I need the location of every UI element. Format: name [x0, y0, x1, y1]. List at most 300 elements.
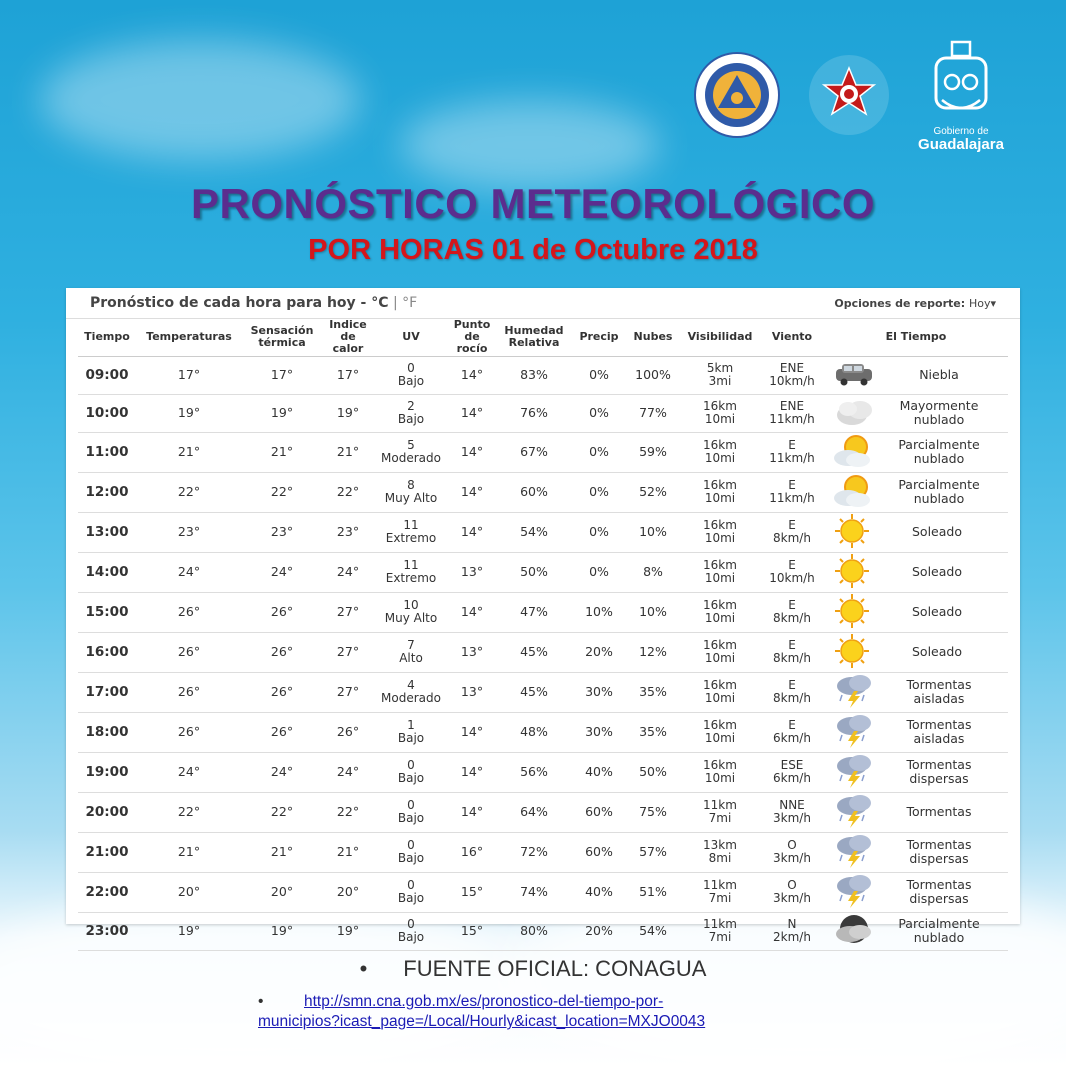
cell-temp: 19° — [136, 394, 242, 432]
uv-number: 8 — [407, 478, 415, 493]
cell-time: 09:00 — [78, 357, 136, 395]
cell-precip: 20% — [572, 912, 626, 950]
cell-time: 14:00 — [78, 552, 136, 592]
cell-punto-rocio: 14° — [448, 472, 496, 512]
uv-level: Bajo — [397, 811, 425, 826]
wind-direction: E — [788, 558, 796, 573]
cell-punto-rocio: 14° — [448, 752, 496, 792]
table-row — [78, 357, 1008, 395]
cell-uv — [374, 912, 448, 950]
cell-punto-rocio: 14° — [448, 792, 496, 832]
table-row — [78, 394, 1008, 432]
uv-number: 0 — [407, 917, 415, 932]
uv-number: 10 — [403, 598, 419, 613]
cell-humedad: 50% — [496, 552, 572, 592]
cell-el-tiempo — [824, 592, 1008, 632]
source-line — [0, 956, 1066, 982]
cell-indice-calor: 24° — [322, 752, 374, 792]
vis-km: 5km — [706, 361, 734, 376]
cell-viento — [760, 592, 824, 632]
cell-humedad: 72% — [496, 832, 572, 872]
vis-km: 11km — [703, 798, 737, 813]
wind-speed: 8km/h — [773, 611, 811, 626]
bomberos-logo — [804, 50, 894, 140]
cell-viento — [760, 552, 824, 592]
col-punto-rocio: Punto de rocío — [448, 318, 496, 357]
cell-uv — [374, 752, 448, 792]
uv-level: Alto — [399, 651, 423, 666]
uv-level: Moderado — [381, 451, 441, 466]
thunderstorm-icon — [832, 673, 876, 712]
cell-humedad: 83% — [496, 357, 572, 395]
cell-el-tiempo — [824, 712, 1008, 752]
uv-number: 0 — [407, 361, 415, 376]
wind-speed: 11km/h — [769, 412, 815, 427]
cell-uv — [374, 672, 448, 712]
cell-precip: 0% — [572, 394, 626, 432]
vis-km: 11km — [703, 917, 737, 932]
cell-humedad: 47% — [496, 592, 572, 632]
cell-nubes: 10% — [626, 592, 680, 632]
cell-punto-rocio: 13° — [448, 632, 496, 672]
guadalajara-label: Guadalajara — [918, 136, 1004, 153]
uv-level: Extremo — [385, 571, 437, 586]
uv-number: 7 — [407, 638, 415, 653]
uv-number: 0 — [407, 878, 415, 893]
uv-level: Extremo — [385, 531, 437, 546]
cell-sensacion: 26° — [242, 592, 322, 632]
uv-number: 1 — [407, 718, 415, 733]
cell-precip: 0% — [572, 552, 626, 592]
cell-visibilidad — [680, 357, 760, 395]
thunderstorm-icon — [832, 713, 876, 752]
cell-indice-calor: 20° — [322, 872, 374, 912]
cell-nubes: 51% — [626, 872, 680, 912]
table-row — [78, 872, 1008, 912]
vis-mi: 7mi — [708, 891, 732, 906]
uv-number: 11 — [403, 558, 419, 573]
cell-temp: 20° — [136, 872, 242, 912]
condition-text — [876, 438, 1002, 466]
uv-level: Muy Alto — [384, 491, 438, 506]
cloud-decor — [400, 100, 660, 190]
cell-el-tiempo — [824, 357, 1008, 395]
cell-sensacion: 23° — [242, 512, 322, 552]
condition-line1: Parcialmente — [898, 477, 980, 493]
gobierno-guadalajara-logo — [916, 36, 1006, 154]
table-row — [78, 672, 1008, 712]
cell-time: 11:00 — [78, 432, 136, 472]
table-row — [78, 472, 1008, 512]
condition-line1: Niebla — [919, 367, 959, 383]
vis-km: 16km — [703, 678, 737, 693]
hourly-forecast-table — [78, 318, 1008, 951]
wind-speed: 10km/h — [769, 571, 815, 586]
thunderstorm-icon — [832, 793, 876, 832]
cell-nubes: 8% — [626, 552, 680, 592]
cell-sensacion: 22° — [242, 472, 322, 512]
cell-temp: 22° — [136, 472, 242, 512]
cell-viento — [760, 872, 824, 912]
col-viento: Viento — [760, 318, 824, 357]
wind-speed: 11km/h — [769, 451, 815, 466]
col-uv: UV — [374, 318, 448, 357]
cell-uv — [374, 512, 448, 552]
uv-number: 5 — [407, 438, 415, 453]
wind-direction: E — [788, 438, 796, 453]
cell-temp: 24° — [136, 552, 242, 592]
cell-visibilidad — [680, 912, 760, 950]
vis-km: 16km — [703, 638, 737, 653]
cell-time: 10:00 — [78, 394, 136, 432]
cell-sensacion: 20° — [242, 872, 322, 912]
source-link[interactable] — [258, 993, 705, 1030]
cell-time: 20:00 — [78, 792, 136, 832]
cell-humedad: 64% — [496, 792, 572, 832]
thunderstorm-icon — [832, 833, 876, 872]
cell-el-tiempo — [824, 872, 1008, 912]
wind-speed: 3km/h — [773, 811, 811, 826]
condition-text — [876, 917, 1002, 945]
uv-level: Bajo — [397, 891, 425, 906]
cell-precip: 30% — [572, 672, 626, 712]
cell-uv — [374, 872, 448, 912]
cell-precip: 0% — [572, 432, 626, 472]
cell-visibilidad — [680, 752, 760, 792]
condition-text — [876, 758, 1002, 786]
col-indice-calor: Indice de calor — [322, 318, 374, 357]
cell-sensacion: 21° — [242, 832, 322, 872]
vis-mi: 10mi — [704, 611, 736, 626]
vis-mi: 10mi — [704, 531, 736, 546]
cell-temp: 26° — [136, 672, 242, 712]
bullet: • — [359, 956, 368, 981]
cell-humedad: 45% — [496, 632, 572, 672]
wind-speed: 3km/h — [773, 891, 811, 906]
cell-sensacion: 26° — [242, 712, 322, 752]
wind-direction: ENE — [779, 361, 805, 376]
cell-precip: 20% — [572, 632, 626, 672]
wind-direction: O — [787, 838, 797, 853]
cell-uv — [374, 394, 448, 432]
cell-viento — [760, 394, 824, 432]
condition-line2: dispersas — [909, 771, 969, 787]
wind-speed: 11km/h — [769, 491, 815, 506]
cell-uv — [374, 832, 448, 872]
mostly-cloudy-icon — [832, 395, 876, 432]
table-row — [78, 712, 1008, 752]
condition-line2: dispersas — [909, 851, 969, 867]
vis-mi: 10mi — [704, 731, 736, 746]
cell-indice-calor: 24° — [322, 552, 374, 592]
vis-km: 13km — [703, 838, 737, 853]
cell-viento — [760, 472, 824, 512]
cell-precip: 60% — [572, 832, 626, 872]
col-nubes: Nubes — [626, 318, 680, 357]
uv-number: 2 — [407, 399, 415, 414]
cell-nubes: 59% — [626, 432, 680, 472]
cell-precip: 60% — [572, 792, 626, 832]
uv-number: 0 — [407, 838, 415, 853]
cell-uv — [374, 432, 448, 472]
cell-temp: 26° — [136, 632, 242, 672]
cell-precip: 40% — [572, 872, 626, 912]
wind-speed: 8km/h — [773, 651, 811, 666]
vis-km: 16km — [703, 558, 737, 573]
condition-line1: Tormentas — [906, 837, 972, 853]
cell-temp: 26° — [136, 712, 242, 752]
uv-level: Bajo — [397, 930, 425, 945]
table-row — [78, 752, 1008, 792]
cell-nubes: 77% — [626, 394, 680, 432]
uv-number: 0 — [407, 798, 415, 813]
cell-humedad: 45% — [496, 672, 572, 712]
cell-temp: 24° — [136, 752, 242, 792]
cell-precip: 0% — [572, 357, 626, 395]
cell-indice-calor: 19° — [322, 912, 374, 950]
vis-km: 16km — [703, 598, 737, 613]
cell-sensacion: 26° — [242, 672, 322, 712]
gobierno-label: Gobierno de — [933, 126, 989, 137]
cell-punto-rocio: 14° — [448, 394, 496, 432]
cell-sensacion: 17° — [242, 357, 322, 395]
cell-visibilidad — [680, 472, 760, 512]
cell-el-tiempo — [824, 792, 1008, 832]
col-tiempo: Tiempo — [78, 318, 136, 357]
cell-viento — [760, 912, 824, 950]
cell-temp: 21° — [136, 832, 242, 872]
cell-time: 17:00 — [78, 672, 136, 712]
report-options-value: Hoy — [968, 296, 991, 310]
partly-cloudy-icon — [832, 473, 876, 512]
cell-indice-calor: 23° — [322, 512, 374, 552]
condition-text — [872, 525, 1002, 539]
bullet: • — [258, 993, 264, 1010]
vis-mi: 10mi — [704, 771, 736, 786]
cell-humedad: 54% — [496, 512, 572, 552]
vis-mi: 10mi — [704, 451, 736, 466]
wind-direction: E — [788, 478, 796, 493]
source-link-line1[interactable]: http://smn.cna.gob.mx/es/pronostico-del-tiempo-por- — [304, 993, 664, 1010]
condition-text — [872, 645, 1002, 659]
sunny-icon — [832, 513, 872, 552]
wind-direction: ENE — [779, 399, 805, 414]
wind-direction: O — [787, 878, 797, 893]
proteccion-civil-logo — [692, 50, 782, 140]
uv-level: Bajo — [397, 412, 425, 427]
cell-humedad: 76% — [496, 394, 572, 432]
source-link-line2[interactable]: municipios?icast_page=/Local/Hourly&icast_location=MXJO0043 — [258, 1013, 706, 1030]
cell-indice-calor: 21° — [322, 432, 374, 472]
condition-line1: Tormentas — [906, 877, 972, 893]
cell-visibilidad — [680, 712, 760, 752]
wind-speed: 8km/h — [773, 691, 811, 706]
cell-humedad: 74% — [496, 872, 572, 912]
cell-punto-rocio: 13° — [448, 672, 496, 712]
wind-direction: E — [788, 518, 796, 533]
unit-fahrenheit-link[interactable]: °F — [402, 295, 418, 311]
cell-uv — [374, 552, 448, 592]
wind-speed: 3km/h — [773, 851, 811, 866]
condition-line1: Soleado — [912, 524, 962, 540]
cell-visibilidad — [680, 552, 760, 592]
vis-mi: 3mi — [708, 374, 732, 389]
wind-speed: 10km/h — [769, 374, 815, 389]
cell-visibilidad — [680, 672, 760, 712]
unit-separator: | — [388, 295, 403, 311]
cell-punto-rocio: 14° — [448, 512, 496, 552]
cell-sensacion: 24° — [242, 552, 322, 592]
cell-viento — [760, 357, 824, 395]
condition-line1: Parcialmente — [898, 916, 980, 932]
sunny-icon — [832, 633, 872, 672]
cell-time: 18:00 — [78, 712, 136, 752]
vis-mi: 10mi — [704, 691, 736, 706]
col-el-tiempo: El Tiempo — [824, 318, 1008, 357]
uv-level: Muy Alto — [384, 611, 438, 626]
cell-humedad: 60% — [496, 472, 572, 512]
cell-sensacion: 26° — [242, 632, 322, 672]
wind-direction: E — [788, 598, 796, 613]
thunderstorm-icon — [832, 753, 876, 792]
condition-line1: Soleado — [912, 644, 962, 660]
condition-text — [876, 478, 1002, 506]
col-temperaturas: Temperaturas — [136, 318, 242, 357]
cell-visibilidad — [680, 394, 760, 432]
cell-nubes: 35% — [626, 712, 680, 752]
condition-line1: Tormentas — [906, 757, 972, 773]
cell-temp: 26° — [136, 592, 242, 632]
cell-nubes: 100% — [626, 357, 680, 395]
cell-humedad: 80% — [496, 912, 572, 950]
cell-viento — [760, 832, 824, 872]
cell-el-tiempo — [824, 752, 1008, 792]
cell-indice-calor: 19° — [322, 394, 374, 432]
report-options-select[interactable] — [969, 297, 996, 310]
condition-text — [876, 718, 1002, 746]
vis-mi: 10mi — [704, 412, 736, 427]
cell-sensacion: 24° — [242, 752, 322, 792]
vis-mi: 7mi — [708, 811, 732, 826]
vis-km: 16km — [703, 478, 737, 493]
cell-viento — [760, 792, 824, 832]
condition-line2: nublado — [913, 451, 965, 467]
vis-mi: 8mi — [708, 851, 732, 866]
vis-km: 16km — [703, 399, 737, 414]
fog-car-icon — [832, 361, 876, 390]
cell-visibilidad — [680, 832, 760, 872]
cell-nubes: 54% — [626, 912, 680, 950]
cell-precip: 10% — [572, 592, 626, 632]
uv-level: Bajo — [397, 374, 425, 389]
wind-direction: E — [788, 678, 796, 693]
vis-km: 16km — [703, 438, 737, 453]
panel-header — [66, 288, 1020, 319]
uv-number: 11 — [403, 518, 419, 533]
table-row — [78, 792, 1008, 832]
cell-indice-calor: 22° — [322, 792, 374, 832]
cell-uv — [374, 792, 448, 832]
cell-precip: 0% — [572, 512, 626, 552]
col-precip: Precip — [572, 318, 626, 357]
condition-line2: aisladas — [913, 691, 965, 707]
uv-level: Bajo — [397, 771, 425, 786]
table-row — [78, 552, 1008, 592]
table-row — [78, 832, 1008, 872]
wind-direction: E — [788, 718, 796, 733]
cell-punto-rocio: 15° — [448, 912, 496, 950]
cell-sensacion: 22° — [242, 792, 322, 832]
uv-level: Bajo — [397, 731, 425, 746]
cell-uv — [374, 357, 448, 395]
vis-mi: 10mi — [704, 571, 736, 586]
cell-temp: 19° — [136, 912, 242, 950]
cell-visibilidad — [680, 872, 760, 912]
cell-time: 19:00 — [78, 752, 136, 792]
cell-temp: 23° — [136, 512, 242, 552]
cell-temp: 17° — [136, 357, 242, 395]
condition-line1: Soleado — [912, 564, 962, 580]
cell-visibilidad — [680, 512, 760, 552]
cell-el-tiempo — [824, 512, 1008, 552]
cell-time: 21:00 — [78, 832, 136, 872]
table-row — [78, 512, 1008, 552]
cloud-decor — [40, 40, 360, 160]
cell-el-tiempo — [824, 632, 1008, 672]
cell-nubes: 75% — [626, 792, 680, 832]
table-row — [78, 912, 1008, 950]
cell-indice-calor: 22° — [322, 472, 374, 512]
cell-punto-rocio: 14° — [448, 357, 496, 395]
night-cloudy-icon — [832, 913, 876, 950]
page-subtitle: POR HORAS 01 de Octubre 2018 — [308, 234, 758, 266]
cell-visibilidad — [680, 432, 760, 472]
cell-precip: 30% — [572, 712, 626, 752]
cell-time: 22:00 — [78, 872, 136, 912]
wind-speed: 8km/h — [773, 531, 811, 546]
thunderstorm-icon — [832, 873, 876, 912]
cell-viento — [760, 752, 824, 792]
cell-uv — [374, 712, 448, 752]
cell-uv — [374, 592, 448, 632]
cell-indice-calor: 27° — [322, 632, 374, 672]
vis-mi: 10mi — [704, 651, 736, 666]
cell-indice-calor: 17° — [322, 357, 374, 395]
cell-sensacion: 21° — [242, 432, 322, 472]
cell-punto-rocio: 14° — [448, 592, 496, 632]
cell-el-tiempo — [824, 832, 1008, 872]
col-humedad: Humedad Relativa — [496, 318, 572, 357]
condition-text — [876, 368, 1002, 382]
cell-nubes: 10% — [626, 512, 680, 552]
report-options — [834, 297, 996, 310]
cell-el-tiempo — [824, 552, 1008, 592]
cell-time: 23:00 — [78, 912, 136, 950]
cell-time: 12:00 — [78, 472, 136, 512]
cell-punto-rocio: 14° — [448, 712, 496, 752]
cell-el-tiempo — [824, 394, 1008, 432]
cell-sensacion: 19° — [242, 912, 322, 950]
sunny-icon — [832, 553, 872, 592]
uv-number: 4 — [407, 678, 415, 693]
cell-nubes: 57% — [626, 832, 680, 872]
report-options-label: Opciones de reporte: — [834, 296, 966, 310]
panel-title-text: Pronóstico de cada hora para hoy - °C — [90, 295, 389, 311]
condition-text — [872, 565, 1002, 579]
cell-uv — [374, 472, 448, 512]
cell-time: 16:00 — [78, 632, 136, 672]
condition-line2: aisladas — [913, 731, 965, 747]
